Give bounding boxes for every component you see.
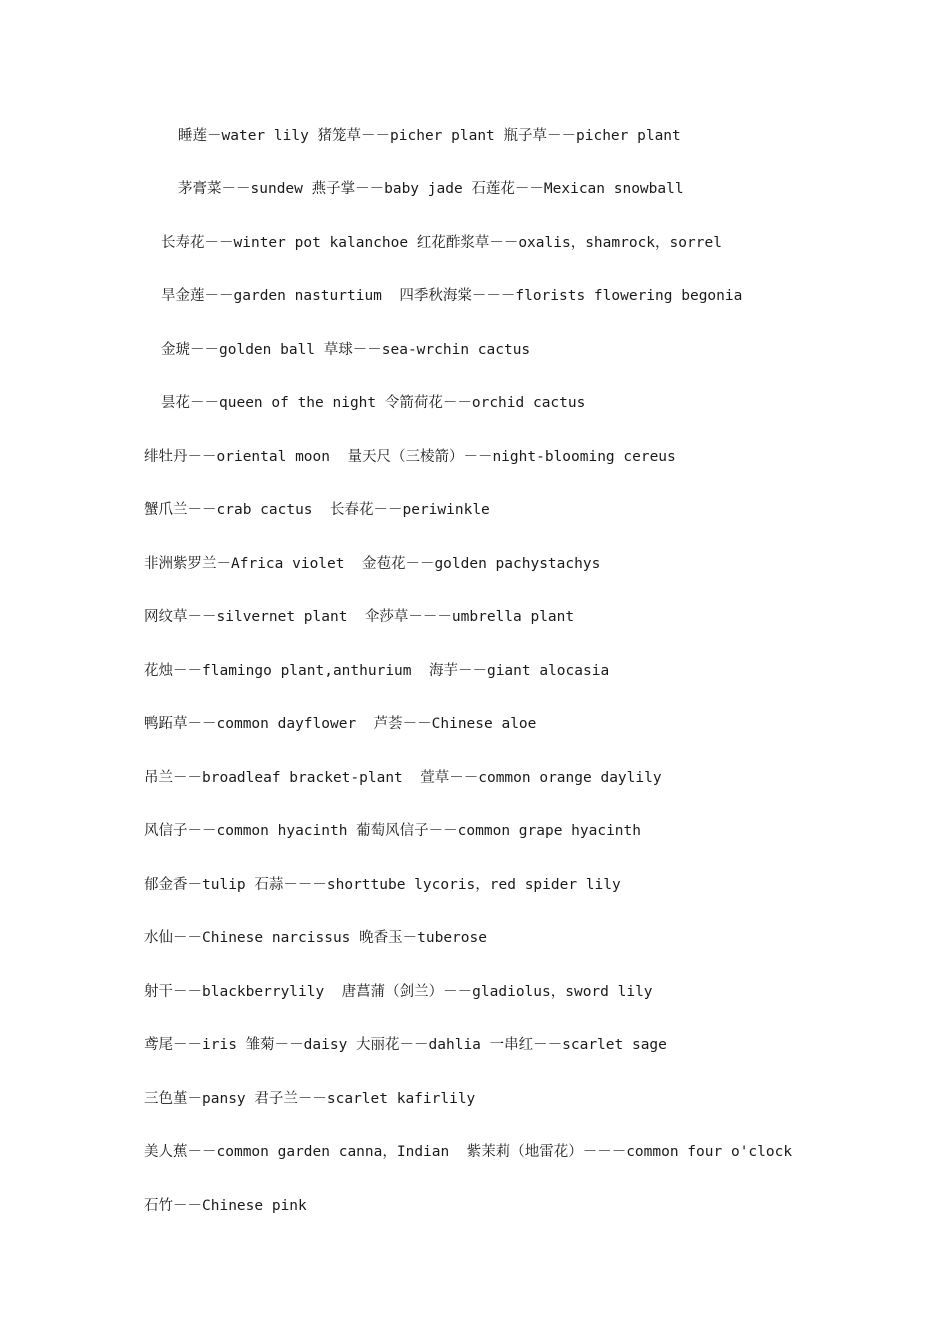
text-line: 鸢尾－－iris 雏菊－－daisy 大丽花－－dahlia 一串红－－scarlet sage — [144, 1037, 667, 1053]
text-line: 花烛－－flamingo plant,anthurium 海芋－－giant alocasia — [144, 663, 610, 679]
text-line: 茅膏菜－－sundew 燕子掌－－baby jade 石莲花－－Mexican snowball — [178, 181, 684, 197]
text-line: 石竹－－Chinese pink — [144, 1198, 307, 1214]
text-line: 旱金莲－－garden nasturtium 四季秋海棠－－－florists flowering begonia — [161, 288, 743, 304]
text-line: 睡莲－water lily 猪笼草－－picher plant 瓶子草－－picher plant — [178, 128, 681, 144]
text-line: 鸭跖草－－common dayflower 芦荟－－Chinese aloe — [144, 716, 537, 732]
text-line: 昙花－－queen of the night 令箭荷花－－orchid cactus — [161, 395, 586, 411]
text-line: 非洲紫罗兰－Africa violet 金苞花－－golden pachystachys — [144, 556, 601, 572]
text-line: 金琥－－golden ball 草球－－sea-wrchin cactus — [161, 342, 531, 358]
text-line: 郁金香－tulip 石蒜－－－shorttube lycoris，red spider lily — [144, 877, 621, 893]
text-line: 网纹草－－silvernet plant 伞莎草－－－umbrella plant — [144, 609, 575, 625]
text-line: 三色堇－pansy 君子兰－－scarlet kafirlily — [144, 1091, 476, 1107]
text-line: 风信子－－common hyacinth 葡萄风信子－－common grape hyacinth — [144, 823, 641, 839]
text-line: 水仙－－Chinese narcissus 晚香玉－tuberose — [144, 930, 487, 946]
text-line: 蟹爪兰－－crab cactus 长春花－－periwinkle — [144, 502, 490, 518]
text-line: 美人蕉－－common garden canna，Indian 紫茉莉（地雷花）－－－common four o'clock — [144, 1144, 793, 1160]
text-line: 绯牡丹－－oriental moon 量天尺（三棱箭）－－night-blooming cereus — [144, 449, 676, 465]
text-line: 吊兰－－broadleaf bracket-plant 萱草－－common orange daylily — [144, 770, 662, 786]
text-line: 长寿花－－winter pot kalanchoe 红花酢浆草－－oxalis，shamrock，sorrel — [161, 235, 722, 251]
text-line: 射干－－blackberrylily 唐菖蒲（剑兰）－－gladiolus，sword lily — [144, 984, 653, 1000]
